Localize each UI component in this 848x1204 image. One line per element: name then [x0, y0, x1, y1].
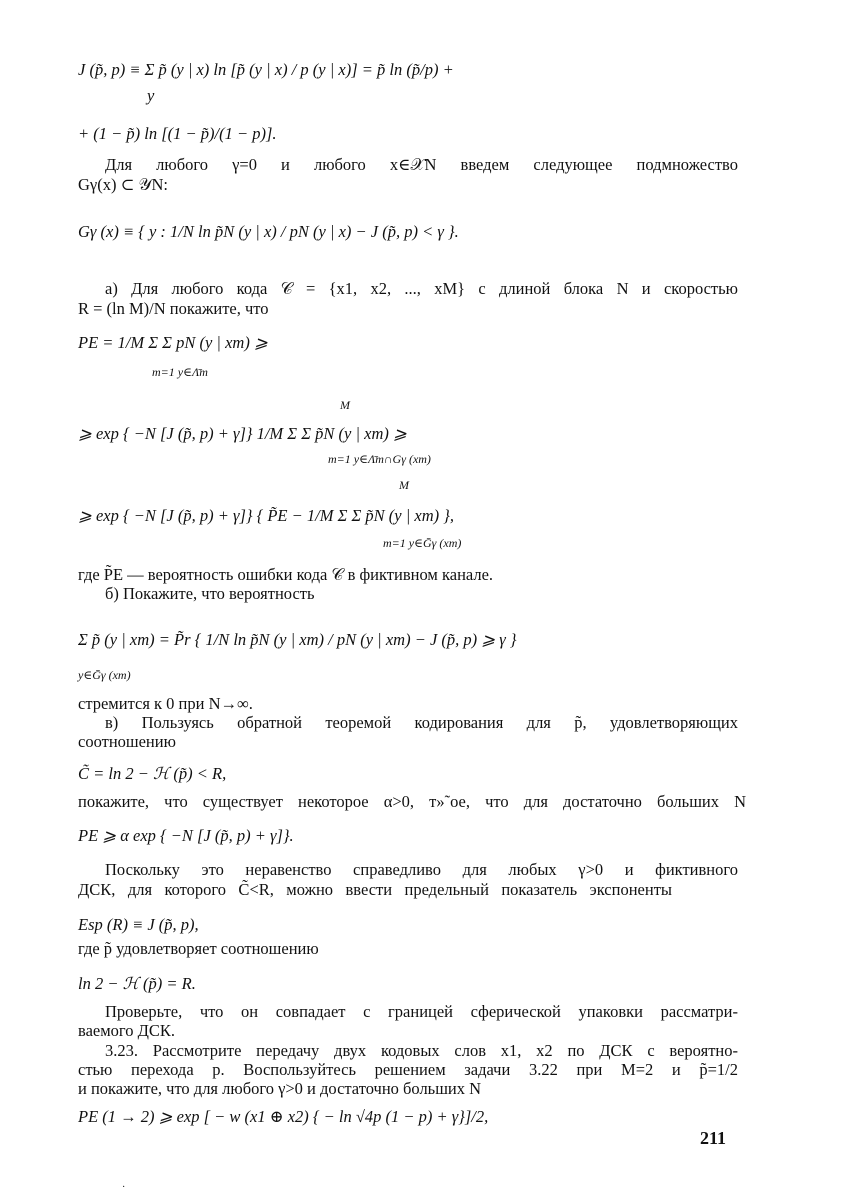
- text-pe-definition: где P̃E — вероятность ошибки кода 𝒞 в фиктивном канале.: [78, 565, 494, 584]
- formula-j-definition: J (p̃, p) ≡ Σ p̃ (y | x) ln [p̃ (y | x) / p (y | x)] = p̃ ln (p̃/p) +: [78, 60, 454, 79]
- text-subset-intro: Для любого γ=0 и любого x∈𝒳N введем следующее подмножество: [105, 155, 738, 174]
- page-number: 211: [700, 1128, 727, 1148]
- formula-pe-line2-indices: m=1 y∈Λ̄m∩Gγ (xm): [328, 452, 431, 466]
- formula-j-sum-index: y: [147, 86, 155, 105]
- text-inequality-holds-cont: ДСК, для которого C̃<R, можно ввести предельный показатель экспоненты: [78, 880, 672, 899]
- text-part-a-cont: R = (ln M)/N покажите, что: [78, 299, 269, 318]
- formula-probability: Σ p̃ (y | xm) = P̃r { 1/N ln p̃N (y | xm) / pN (y | xm) − J (p̃, p) ⩾ γ }: [78, 630, 517, 649]
- formula-pe-line2-upper: M: [340, 398, 350, 412]
- text-part-c: в) Пользуясь обратной теоремой кодирования для p̃, удовлетворяющих: [105, 713, 738, 732]
- text-part-b: б) Покажите, что вероятность: [105, 584, 315, 603]
- stray-mark: ·: [122, 1182, 126, 1193]
- text-part-c-cont: соотношению: [78, 732, 176, 751]
- formula-pe-line2: ⩾ exp { −N [J (p̃, p) + γ]} 1/M Σ Σ p̃N (y | xm) ⩾: [78, 424, 407, 443]
- formula-esp: Esp (R) ≡ J (p̃, p),: [78, 915, 199, 934]
- formula-pe-line3: ⩾ exp { −N [J (p̃, p) + γ]} { P̃E − 1/M Σ Σ p̃N (y | xm) },: [78, 506, 454, 525]
- formula-pe-line1-indices: m=1 y∈Λ̄m: [152, 365, 208, 379]
- formula-pe-two-words: PE (1 → 2) ⩾ exp [ − w (x1 ⊕ x2) { − ln √4p (1 − p) + γ}]/2,: [78, 1107, 489, 1126]
- formula-pe-bound: PE ⩾ α exp { −N [J (p̃, p) + γ]}.: [78, 826, 294, 845]
- formula-j-continuation: + (1 − p̃) ln [(1 − p̃)/(1 − p)].: [78, 124, 277, 143]
- text-show-alpha: покажите, что существует некоторое α>0, т»˜ое, что для достаточно больших N: [78, 792, 746, 811]
- text-problem-3-23-cont1: стью перехода p. Воспользуйтесь решением задачи 3.22 при M=2 и p̃=1/2: [78, 1060, 738, 1079]
- formula-pe-line3-upper: M: [399, 478, 409, 492]
- formula-ln2: ln 2 − ℋ (p̃) = R.: [78, 974, 196, 993]
- text-subset-intro-cont: Gγ(x) ⊂ 𝒴N:: [78, 175, 168, 194]
- formula-capacity: C̃ = ln 2 − ℋ (p̃) < R,: [78, 764, 227, 783]
- text-verify: Проверьте, что он совпадает с границей сферической упаковки рассматри-: [105, 1002, 738, 1021]
- formula-probability-indices: y∈Ḡγ (xm): [78, 668, 131, 682]
- formula-pe-line1: PE = 1/M Σ Σ pN (y | xm) ⩾: [78, 333, 268, 352]
- text-where-p: где p̃ удовлетворяет соотношению: [78, 939, 319, 958]
- formula-pe-line3-indices: m=1 y∈Ḡγ (xm): [383, 536, 462, 550]
- text-problem-3-23: 3.23. Рассмотрите передачу двух кодовых слов x1, x2 по ДСК с вероятно-: [105, 1041, 738, 1060]
- text-problem-3-23-cont2: и покажите, что для любого γ>0 и достаточно больших N: [78, 1079, 482, 1098]
- formula-g-gamma: Gγ (x) ≡ { y : 1/N ln p̃N (y | x) / pN (y | x) − J (p̃, p) < γ }.: [78, 222, 459, 241]
- text-part-a: а) Для любого кода 𝒞 = {x1, x2, ..., xM} с длиной блока N и скоростью: [105, 279, 738, 298]
- text-tends-to-zero: стремится к 0 при N→∞.: [78, 694, 253, 713]
- text-inequality-holds: Поскольку это неравенство справедливо для любых γ>0 и фиктивного: [105, 860, 738, 879]
- text-verify-cont: ваемого ДСК.: [78, 1021, 176, 1040]
